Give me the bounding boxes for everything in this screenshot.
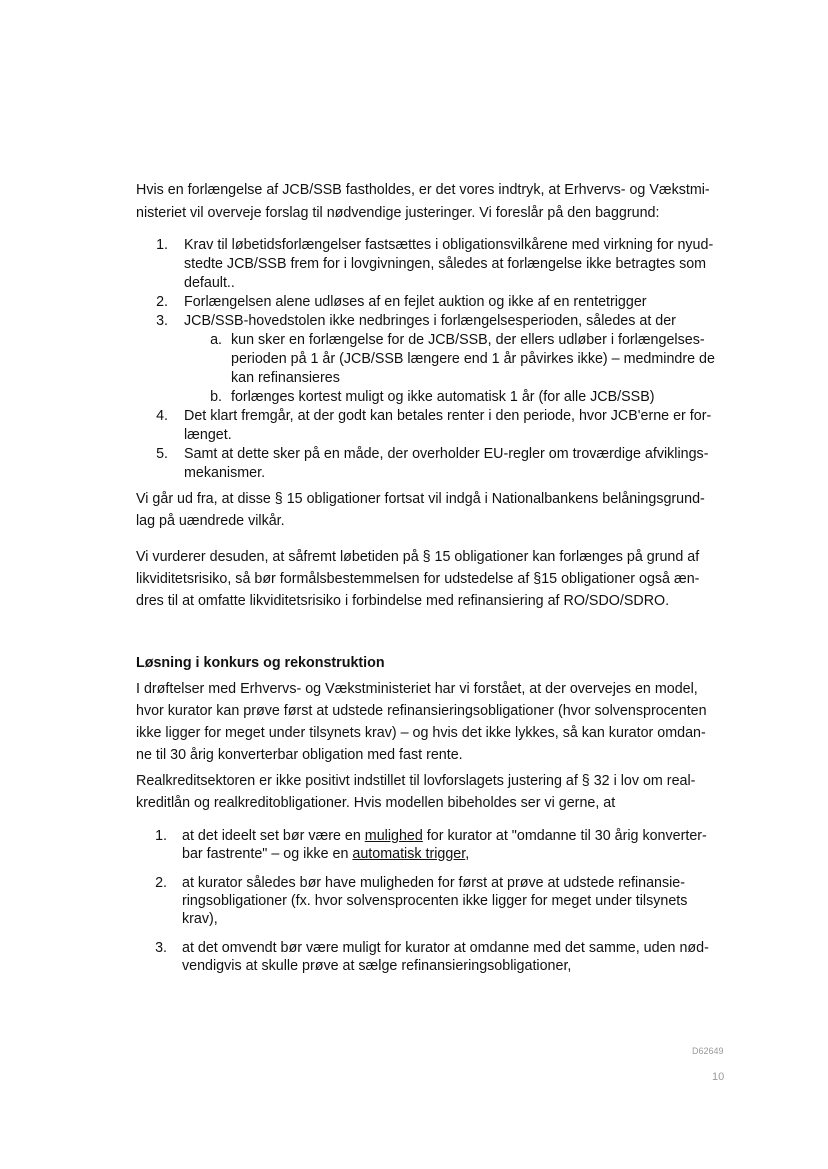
list2-item2-number: 2. (155, 875, 167, 891)
list2-item2-line-3: krav), (182, 911, 218, 927)
sublist-item-a-line-1: kun sker en forlængelse for de JCB/SSB, der ellers udløber i forlængelses- (231, 332, 705, 348)
document-id: D62649 (692, 1046, 724, 1056)
para4-line-3: ikke ligger for meget under tilsynets krav) – og hvis det ikke lykkes, så kan kurator omdan- (136, 725, 706, 741)
list1-item2-line-1: Forlængelsen alene udløses af en fejlet auktion og ikke af en rentetrigger (184, 294, 647, 310)
emphasis-automatisk-trigger: automatisk trigger (352, 846, 466, 862)
list2-item3-line-2: vendigvis at skulle prøve at sælge refinansieringsobligationer, (182, 958, 572, 974)
list2-item1-number: 1. (155, 828, 167, 844)
para2-line-1: Vi går ud fra, at disse § 15 obligationer fortsat vil indgå i Nationalbankens belåningsgrund- (136, 491, 705, 507)
intro-line-1: Hvis en forlængelse af JCB/SSB fastholdes, er det vores indtryk, at Erhvervs- og Vækstmi- (136, 182, 710, 198)
list2-item3-line-1: at det omvendt bør være muligt for kurator at omdanne med det samme, uden nød- (182, 940, 709, 956)
para5-line-2: kreditlån og realkreditobligationer. Hvis modellen bibeholdes ser vi gerne, at (136, 795, 616, 811)
list1-item5-line-1: Samt at dette sker på en måde, der overholder EU-regler om troværdige afviklings- (184, 446, 709, 462)
list1-item1-line-3: default.. (184, 275, 235, 291)
list1-item1-number: 1. (156, 237, 168, 253)
intro-line-2: nisteriet vil overveje forslag til nødvendige justeringer. Vi foreslår på den baggrund: (136, 205, 660, 221)
para5-line-1: Realkreditsektoren er ikke positivt indstillet til lovforslagets justering af § 32 i lov om real- (136, 773, 696, 789)
sublist-item-b-line-1: forlænges kortest muligt og ikke automatisk 1 år (for alle JCB/SSB) (231, 389, 655, 405)
sublist-item-a-letter: a. (210, 332, 222, 348)
list1-item5-number: 5. (156, 446, 168, 462)
sublist-item-a-line-2: perioden på 1 år (JCB/SSB længere end 1 år påvirkes ikke) – medmindre de (231, 351, 715, 367)
list1-item1-line-1: Krav til løbetidsforlængelser fastsættes i obligationsvilkårene med virkning for nyud- (184, 237, 714, 253)
para4-line-1: I drøftelser med Erhvervs- og Vækstministeriet har vi forstået, at der overvejes en model, (136, 681, 698, 697)
list2-item1-line-2 (182, 845, 469, 863)
para3-line-3: dres til at omfatte likviditetsrisiko i forbindelse med refinansiering af RO/SDO/SDRO. (136, 593, 670, 609)
list2-item3-number: 3. (155, 940, 167, 956)
section-heading: Løsning i konkurs og rekonstruktion (136, 655, 385, 671)
list1-item4-line-2: længet. (184, 427, 232, 443)
list2-item1-line-1-text-a: at det ideelt set bør være en (182, 828, 365, 844)
para4-line-4: ne til 30 årig konverterbar obligation med fast rente. (136, 747, 463, 763)
list1-item1-line-2: stedte JCB/SSB frem for i lovgivningen, således at forlængelse ikke betragtes som (184, 256, 707, 272)
para3-line-1: Vi vurderer desuden, at såfremt løbetiden på § 15 obligationer kan forlænges på grund af (136, 549, 700, 565)
list2-item1-line-1 (182, 827, 707, 845)
para3-line-2: likviditetsrisiko, så bør formålsbestemmelsen for udstedelse af §15 obligationer også æn- (136, 571, 700, 587)
list1-item2-number: 2. (156, 294, 168, 310)
list2-item1-line-2-text-b: , (465, 846, 470, 862)
para4-line-2: hvor kurator kan prøve først at udstede refinansieringsobligationer (hvor solvensprocenten (136, 703, 707, 719)
emphasis-mulighed: mulighed (364, 828, 423, 844)
list2-item1-line-2-text-a: bar fastrente" – og ikke en (182, 846, 353, 862)
para2-line-2: lag på uændrede vilkår. (136, 513, 285, 529)
list1-item4-line-1: Det klart fremgår, at der godt kan betales renter i den periode, hvor JCB'erne er for- (184, 408, 712, 424)
sublist-item-b-letter: b. (210, 389, 222, 405)
list1-item3-number: 3. (156, 313, 168, 329)
list2-item2-line-1: at kurator således bør have muligheden for først at prøve at udstede refinansie- (182, 875, 686, 891)
list2-item2-line-2: ringsobligationer (fx. hvor solvensprocenten ikke ligger for meget under tilsynets (182, 893, 688, 909)
page-number: 10 (712, 1071, 725, 1083)
list1-item3-line-1: JCB/SSB-hovedstolen ikke nedbringes i forlængelsesperioden, således at der (184, 313, 676, 329)
list1-item4-number: 4. (156, 408, 168, 424)
list1-item5-line-2: mekanismer. (184, 465, 266, 481)
sublist-item-a-line-3: kan refinansieres (231, 370, 340, 386)
list2-item1-line-1-text-b: for kurator at "omdanne til 30 årig konverter- (422, 828, 707, 844)
